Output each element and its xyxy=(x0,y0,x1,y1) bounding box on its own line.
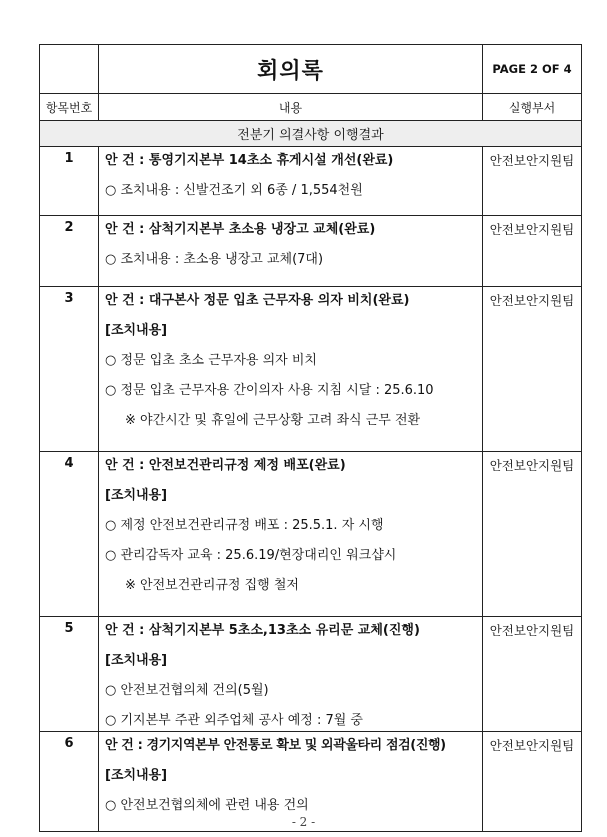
item-content xyxy=(99,617,483,732)
section-title: 전분기 의결사항 이행결과 xyxy=(40,121,582,147)
item-content xyxy=(99,147,483,216)
item-content xyxy=(99,287,483,452)
column-header-row xyxy=(40,94,582,121)
item-subheading: [조치내용] xyxy=(105,323,168,338)
item-action-line: ○ 제정 안전보건관리규정 배포 : 25.5.1. 자 시행 xyxy=(105,518,384,533)
item-action-line: ○ 정문 입초 근무자용 간이의자 사용 지침 시달 : 25.6.10 xyxy=(105,383,434,398)
item-subheading: [조치내용] xyxy=(105,768,168,783)
item-number: 4 xyxy=(40,452,99,617)
item-dept: 안전보안지원팀 xyxy=(483,216,582,287)
table-row xyxy=(40,216,582,287)
column-header-dept: 실행부서 xyxy=(483,94,582,121)
item-subheading: [조치내용] xyxy=(105,488,168,503)
item-title: 안 건 : 삼척기지본부 초소용 냉장고 교체(완료) xyxy=(105,222,376,237)
item-action-line: ○ 관리감독자 교육 : 25.6.19/현장대리인 워크샵시 xyxy=(105,548,397,563)
table-row xyxy=(40,287,582,452)
item-action-line: ○ 기지본부 주관 외주업체 공사 예정 : 7월 중 xyxy=(105,713,363,728)
item-number: 6 xyxy=(40,732,99,832)
item-subheading: [조치내용] xyxy=(105,653,168,668)
item-number: 3 xyxy=(40,287,99,452)
item-dept: 안전보안지원팀 xyxy=(483,147,582,216)
item-number: 5 xyxy=(40,617,99,732)
title-row xyxy=(40,45,582,94)
table-row xyxy=(40,617,582,732)
item-note: ※ 야간시간 및 휴일에 근무상황 고려 좌식 근무 전환 xyxy=(125,413,421,428)
item-action-line: ○ 안전보건협의체 건의(5월) xyxy=(105,683,269,698)
item-dept: 안전보안지원팀 xyxy=(483,452,582,617)
item-title: 안 건 : 경기지역본부 안전통로 확보 및 외곽울타리 점검(진행) xyxy=(105,738,446,753)
item-note: ※ 안전보건관리규정 집행 철저 xyxy=(125,578,299,593)
column-header-item-no: 항목번호 xyxy=(40,94,99,121)
item-content xyxy=(99,452,483,617)
table-row xyxy=(40,147,582,216)
item-dept: 안전보안지원팀 xyxy=(483,732,582,832)
item-title: 안 건 : 삼척기지본부 5초소,13초소 유리문 교체(진행) xyxy=(105,623,420,638)
column-header-content: 내용 xyxy=(99,94,483,121)
page-label: PAGE 2 OF 4 xyxy=(483,45,582,94)
item-dept: 안전보안지원팀 xyxy=(483,287,582,452)
item-dept: 안전보안지원팀 xyxy=(483,617,582,732)
item-number: 1 xyxy=(40,147,99,216)
item-number: 2 xyxy=(40,216,99,287)
item-title: 안 건 : 안전보건관리규정 제정 배포(완료) xyxy=(105,458,346,473)
item-title: 안 건 : 통영기지본부 14초소 휴게시설 개선(완료) xyxy=(105,153,394,168)
item-action-line: ○ 안전보건협의체에 관련 내용 건의 xyxy=(105,798,309,813)
item-action-line: ○ 조치내용 : 초소용 냉장고 교체(7대) xyxy=(105,252,324,267)
title-blank-cell xyxy=(40,45,99,94)
item-action-line: ○ 조치내용 : 신발건조기 외 6종 / 1,554천원 xyxy=(105,183,363,198)
item-action-line: ○ 정문 입초 초소 근무자용 의자 비치 xyxy=(105,353,317,368)
minutes-table xyxy=(39,44,582,832)
item-title: 안 건 : 대구본사 정문 입초 근무자용 의자 비치(완료) xyxy=(105,293,410,308)
table-row xyxy=(40,452,582,617)
item-content xyxy=(99,216,483,287)
section-row xyxy=(40,121,582,147)
page-number-footer: - 2 - xyxy=(291,815,316,829)
document-title: 회의록 xyxy=(99,45,483,94)
